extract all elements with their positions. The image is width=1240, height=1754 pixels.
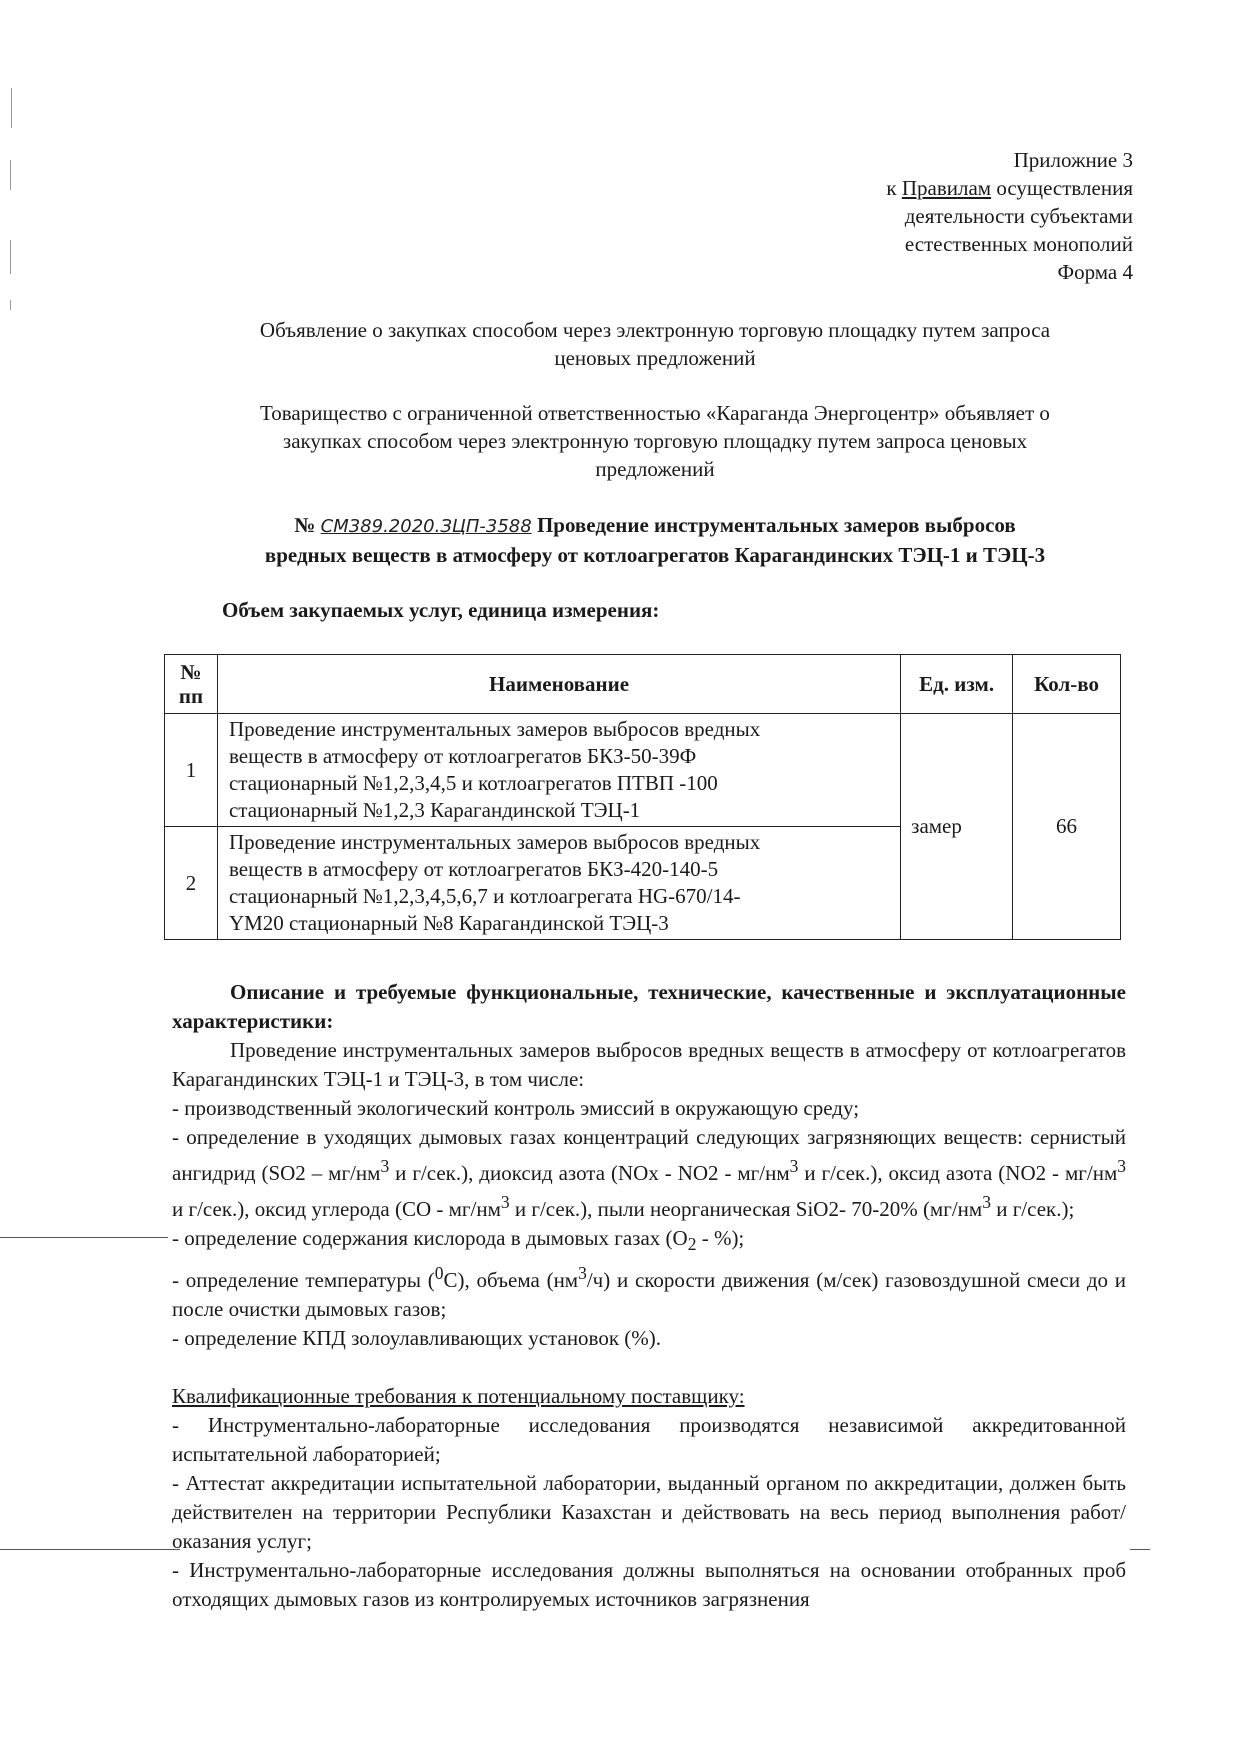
organizer-line: предложений [595, 457, 715, 481]
qualification-heading: Квалификационные требования к потенциальному поставщику: [172, 1384, 745, 1409]
unit-cell: замер [901, 714, 1013, 940]
announcement-line: Объявление о закупках способом через электронную торговую площадку путем запроса [259, 318, 1051, 342]
spacer [172, 1353, 1126, 1382]
announcement-title [190, 316, 1120, 372]
row-number: 2 [165, 827, 218, 940]
text-fragment: - определение содержания кислорода в дымовых газах (O [172, 1226, 688, 1250]
volume-heading: Объем закупаемых услуг, единица измерения: [222, 598, 660, 622]
lot-title-line [180, 511, 1130, 541]
description-intro: Проведение инструментальных замеров выбросов вредных веществ в атмосферу от котлоагрегатов Карагандинских ТЭЦ-1 и ТЭЦ-3, в том числе: [172, 1038, 1126, 1091]
description-item: - производственный экологический контроль эмиссий в окружающую среду; [172, 1096, 860, 1120]
body-text [172, 978, 1126, 1614]
header-num-line: пп [178, 684, 204, 708]
text-fragment: /ч) и скорости движения (м/сек) газовоздушной смеси до и после очистки дымовых газов; [172, 1268, 1126, 1322]
description-item [172, 1123, 1126, 1224]
text-fragment: и г/сек.), диоксид азота (NOx - NO2 - мг/нм [389, 1161, 790, 1185]
row-name-line: стационарный №1,2,3 Карагандинской ТЭЦ-1 [228, 798, 641, 822]
qualification-item: - Инструментально-лабораторные исследования должны выполняться на основании отобранных проб отходящих дымовых газов из контролируемых источников загрязнения [172, 1558, 1126, 1612]
header-unit: Ед. изм. [901, 655, 1013, 714]
superscript: 3 [982, 1192, 991, 1212]
items-table [164, 654, 1121, 940]
header-name: Наименование [217, 655, 900, 714]
subscript: 2 [687, 1234, 697, 1255]
row-name-line: стационарный №1,2,3,4,5 и котлоагрегатов ПТВП -100 [228, 771, 718, 795]
superscript: 3 [578, 1263, 587, 1284]
text-fragment: и г/сек.); [990, 1197, 1075, 1221]
description-item [172, 1224, 1126, 1259]
row-name-line: Проведение инструментальных замеров выбросов вредных [228, 717, 761, 741]
scan-artifact [10, 240, 11, 274]
appendix-line [713, 174, 1133, 202]
text-fragment: и г/сек.), оксид углерода (CO - мг/нм [172, 1197, 501, 1221]
row-name [217, 714, 900, 827]
table-row [165, 714, 1121, 827]
scan-artifact [10, 160, 11, 190]
row-name-line: стационарный №1,2,3,4,5,6,7 и котлоагрегата HG-670/14- [228, 884, 741, 908]
superscript: 3 [1117, 1156, 1127, 1176]
organizer-statement [190, 399, 1120, 483]
lot-title [180, 511, 1130, 570]
text-fragment: - определение температуры ( [172, 1268, 435, 1293]
text-fragment: и г/сек.), оксид азота (NO2 - мг/нм [798, 1161, 1118, 1185]
header-qty: Кол-во [1013, 655, 1121, 714]
header-num [165, 655, 218, 714]
table-header-row [165, 655, 1121, 714]
text-fragment: C), объема (нм [443, 1268, 579, 1293]
description-heading: Описание и требуемые функциональные, технические, качественные и эксплуатационные характеристики: [172, 980, 1126, 1033]
scan-artifact [11, 88, 12, 128]
scan-artifact [10, 300, 11, 310]
scan-line [1130, 1549, 1150, 1550]
organizer-line: закупках способом через электронную торговую площадку путем запроса ценовых [282, 429, 1028, 453]
row-name-line: веществ в атмосферу от котлоагрегатов БКЗ-420-140-5 [228, 857, 719, 881]
number-sign: № [294, 513, 316, 537]
scan-line [0, 1237, 168, 1238]
handwritten-lot-number: СМ389.2020.ЗЦП-3588 [320, 516, 532, 537]
announcement-line: ценовых предложений [554, 346, 756, 370]
superscript: 3 [380, 1156, 390, 1176]
form-number: Форма 4 [1057, 260, 1133, 284]
text-fragment: - определение в уходящих дымовых газах концентраций следующих загрязняющих веществ: сернистый ангидрид (SO2 – мг/нм [172, 1125, 1126, 1185]
superscript: 0 [434, 1263, 444, 1284]
text-fragment: - %); [696, 1226, 745, 1250]
organizer-line: Товарищество с ограниченной ответственностью «Караганда Энергоцентр» объявляет о [260, 401, 1050, 425]
qualification-item: - Аттестат аккредитации испытательной лаборатории, выданный органом по аккредитации, должен быть действителен на территории Республики Казахстан и действовать на весь период выполнения работ/оказания услуг; [172, 1471, 1126, 1554]
qty-cell: 66 [1013, 714, 1121, 940]
qualification-item: - Инструментально-лабораторные исследования производятся независимой аккредитованной испытательной лабораторией; [172, 1413, 1126, 1467]
row-name-line: веществ в атмосферу от котлоагрегатов БКЗ-50-39Ф [228, 744, 697, 768]
text-fragment: и г/сек.), пыли неорганическая SiO2- 70-20% (мг/нм [509, 1197, 983, 1221]
appendix-line: деятельности субъектами [904, 204, 1133, 228]
appendix-prefix: к [886, 176, 902, 200]
row-name-line: YM20 стационарный №8 Карагандинской ТЭЦ-3 [228, 911, 669, 935]
superscript: 3 [500, 1192, 510, 1212]
row-name [217, 827, 900, 940]
description-item: - определение КПД золоулавливающих установок (%). [172, 1326, 662, 1351]
header-num-line: № [180, 660, 202, 684]
lot-title-line: вредных веществ в атмосферу от котлоагрегатов Карагандинских ТЭЦ-1 и ТЭЦ-3 [264, 543, 1046, 567]
row-name-line: Проведение инструментальных замеров выбросов вредных [228, 830, 761, 854]
appendix-header [713, 146, 1133, 286]
description-item [172, 1259, 1126, 1324]
appendix-line: Приложние 3 [1013, 148, 1133, 172]
lot-title-text: Проведение инструментальных замеров выбросов [536, 513, 1016, 537]
scan-line [0, 1549, 180, 1550]
appendix-line: естественных монополий [904, 232, 1133, 256]
appendix-suffix: осуществления [991, 176, 1133, 200]
rules-link[interactable]: Правилам [901, 176, 992, 200]
superscript: 3 [789, 1156, 799, 1176]
row-number: 1 [165, 714, 218, 827]
